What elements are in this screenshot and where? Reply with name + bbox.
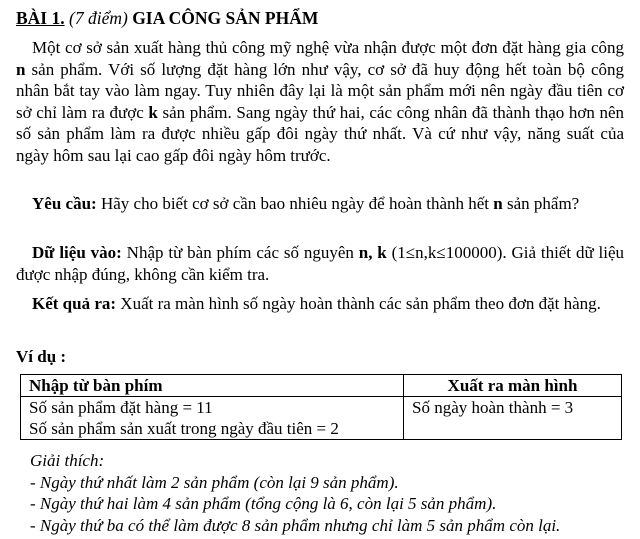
example-table: [20, 374, 622, 440]
input-paragraph: [16, 242, 624, 285]
example-input-line: Số sản phẩm sản xuất trong ngày đầu tiên = 2: [29, 419, 339, 438]
output-paragraph: [16, 293, 624, 315]
example-input-line: Số sản phẩm đặt hàng = 11: [29, 398, 213, 417]
output-text-1: Xuất ra màn hình số ngày hoàn thành các sản phẩm theo đơn đặt hàng.: [116, 294, 601, 313]
input-text-2: (1≤n,k≤100000). Giả thiết dữ liệu được nhập đúng, không cần kiểm tra.: [16, 243, 625, 284]
intro-text-1: Một cơ sở sản xuất hàng thủ công mỹ nghệ vừa nhận được một đơn đặt hàng gia công: [32, 38, 624, 57]
input-column-header: Nhập từ bàn phím: [21, 375, 404, 397]
intro-text-3: sản phẩm. Sang ngày thứ hai, các công nhân đã thành thạo hơn nên số sản phẩm làm ra được nhiều gấp đôi ngày thứ nhất. Và cứ như vậy, năng suất của ngày hôm sau lại cao gấp đôi ngày hôm trước.: [16, 102, 625, 165]
output-column-header: Xuất ra màn hình: [404, 375, 622, 397]
problem-heading: [16, 8, 318, 30]
intro-paragraph: [16, 37, 624, 166]
problem-points: (7 điểm): [69, 8, 128, 28]
explanation-line: - Ngày thứ hai làm 4 sản phẩm (tổng cộng là 6, còn lại 5 sản phẩm).: [30, 494, 497, 513]
input-var-nk: n, k: [358, 243, 387, 262]
example-data-row: [21, 397, 622, 440]
example-label: Ví dụ :: [16, 347, 67, 366]
explanation-line: - Ngày thứ ba có thể làm được 8 sản phẩm nhưng chỉ làm 5 sản phẩm còn lại.: [30, 515, 561, 535]
explanation-block: [30, 450, 560, 536]
example-input-cell: [21, 397, 404, 440]
problem-title: GIA CÔNG SẢN PHẨM: [132, 8, 319, 28]
problem-number: BÀI 1.: [16, 8, 65, 28]
intro-var-k: k: [148, 102, 158, 122]
requirement-paragraph: [16, 193, 624, 215]
intro-text-2: sản phẩm. Với số lượng đặt hàng lớn như vậy, cơ sở đã huy động hết toàn bộ công nhân bắt tay vào làm ngay. Tuy nhiên đây lại là một sản phẩm mới nên ngày đầu tiên cơ sở chỉ làm ra được: [16, 59, 624, 122]
example-output-cell: Số ngày hoàn thành = 3: [404, 397, 622, 440]
input-label: Dữ liệu vào:: [32, 243, 122, 262]
intro-var-n: n: [16, 59, 26, 79]
requirement-text-2: sản phẩm?: [502, 194, 580, 213]
requirement-var-n: n: [493, 194, 503, 213]
requirement-label: Yêu cầu:: [32, 194, 97, 213]
requirement-text-1: Hãy cho biết cơ sở cần bao nhiêu ngày để hoàn thành hết: [96, 194, 494, 213]
output-label: Kết quả ra:: [32, 294, 117, 313]
example-header-row: [21, 375, 622, 397]
explanation-label: Giải thích:: [30, 451, 105, 470]
explanation-line: - Ngày thứ nhất làm 2 sản phẩm (còn lại 9 sản phẩm).: [30, 472, 399, 492]
input-text-1: Nhập từ bàn phím các số nguyên: [121, 243, 359, 262]
